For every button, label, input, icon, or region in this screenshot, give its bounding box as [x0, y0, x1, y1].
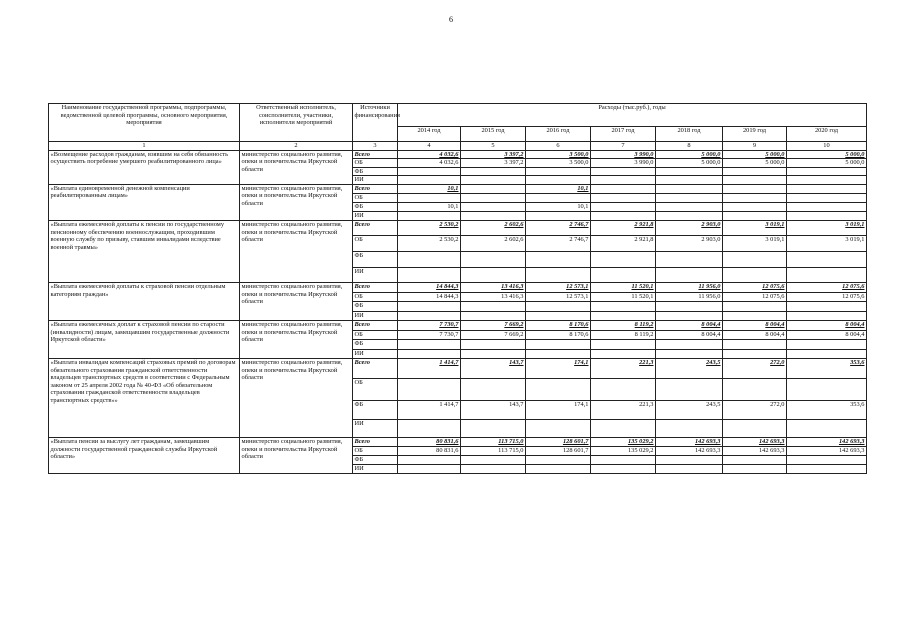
- expense-value: [723, 167, 787, 176]
- expense-value: [787, 456, 867, 465]
- expense-value: 143,7: [461, 401, 526, 420]
- table-row: [49, 150, 867, 159]
- expense-value: [787, 311, 867, 321]
- expense-value: [526, 379, 591, 401]
- header-funding-source: Источники финансирования: [353, 104, 398, 142]
- expense-value: 142 693,3: [723, 438, 787, 447]
- expense-value: [461, 194, 526, 203]
- header-year: 2015 год: [461, 127, 526, 142]
- expense-value: 11 520,1: [591, 292, 656, 302]
- funding-source: ИИ: [353, 176, 398, 185]
- measure-name: «Выплата ежемесячной доплаты к страховой пенсии отдельным категориям граждан»: [49, 283, 240, 321]
- expense-value: [398, 302, 461, 312]
- expense-value: 142 693,3: [656, 447, 723, 456]
- expense-value: [591, 379, 656, 401]
- expense-value: [723, 311, 787, 321]
- table-row: [49, 321, 867, 331]
- expense-value: [398, 176, 461, 185]
- expense-value: [723, 302, 787, 312]
- measure-responsible: министерство социального развития, опеки и попечительства Иркутской области: [240, 438, 353, 474]
- expense-value: [656, 194, 723, 203]
- expense-value: [591, 184, 656, 194]
- expense-value: 8 119,2: [591, 330, 656, 340]
- expense-value: 113 715,0: [461, 438, 526, 447]
- expense-value: [398, 252, 461, 268]
- expense-value: [461, 268, 526, 283]
- funding-source: ИИ: [353, 268, 398, 283]
- expense-value: [787, 184, 867, 194]
- expense-value: 243,5: [656, 359, 723, 379]
- expense-value: [398, 420, 461, 438]
- table-row: [49, 359, 867, 379]
- expense-value: 3 500,0: [526, 159, 591, 168]
- expense-value: [787, 465, 867, 474]
- expense-value: [398, 340, 461, 350]
- funding-source: ОБ: [353, 159, 398, 168]
- measure-name: «Выплата инвалидам компенсаций страховых премий по договорам обязательного страхования гражданской ответственности владельцев транспортных средств в соответствии с Федеральным законом от 25 апреля 2002 года № 40-ФЗ «Об обязательном страховании гражданской ответственности владельцев транспортных средств»»: [49, 359, 240, 438]
- expense-value: [398, 268, 461, 283]
- expense-value: 5 000,0: [656, 159, 723, 168]
- expense-value: 8 170,6: [526, 321, 591, 331]
- measure-name: «Выплата ежемесячных доплат к страховой пенсии по старости (инвалидности) лицам, замещавшим государственные должности Иркутской области»: [49, 321, 240, 359]
- budget-table: [48, 103, 867, 474]
- expense-value: 8 004,4: [787, 330, 867, 340]
- expense-value: [723, 176, 787, 185]
- expense-value: 8 004,4: [656, 321, 723, 331]
- measure-name: «Выплата ежемесячной доплаты к пенсии по государственному пенсионному обеспечению военнослужащим, проходившим военную службу по призыву, ставшим инвалидами вследствие военной травмы»: [49, 221, 240, 283]
- funding-source: ИИ: [353, 420, 398, 438]
- funding-source: ОБ: [353, 194, 398, 203]
- expense-value: [787, 203, 867, 212]
- funding-source: ОБ: [353, 292, 398, 302]
- expense-value: 11 956,0: [656, 292, 723, 302]
- expense-value: 353,6: [787, 359, 867, 379]
- expense-value: [656, 302, 723, 312]
- expense-value: [591, 194, 656, 203]
- expense-value: [591, 302, 656, 312]
- expense-value: [723, 212, 787, 221]
- expense-value: 5 000,0: [787, 159, 867, 168]
- expense-value: [526, 167, 591, 176]
- table-row: [49, 184, 867, 194]
- column-number: 8: [656, 142, 723, 151]
- expense-value: 5 000,0: [787, 150, 867, 159]
- expense-value: 2 921,8: [591, 221, 656, 236]
- funding-source: Всего: [353, 221, 398, 236]
- expense-value: 2 530,2: [398, 236, 461, 252]
- funding-source: ОБ: [353, 447, 398, 456]
- expense-value: 2 903,0: [656, 236, 723, 252]
- header-year: 2014 год: [398, 127, 461, 142]
- expense-value: 2 921,8: [591, 236, 656, 252]
- expense-value: [723, 194, 787, 203]
- expense-value: [526, 456, 591, 465]
- expense-value: [526, 349, 591, 359]
- column-number: 7: [591, 142, 656, 151]
- expense-value: 3 019,1: [787, 236, 867, 252]
- expense-value: [526, 420, 591, 438]
- expense-value: [787, 252, 867, 268]
- expense-value: [656, 212, 723, 221]
- expense-value: [591, 203, 656, 212]
- expense-value: [656, 203, 723, 212]
- expense-value: [723, 420, 787, 438]
- expense-value: 4 032,6: [398, 150, 461, 159]
- measure-responsible: министерство социального развития, опеки и попечительства Иркутской области: [240, 150, 353, 184]
- expense-value: [526, 340, 591, 350]
- expense-value: 142 693,3: [787, 438, 867, 447]
- column-number: 5: [461, 142, 526, 151]
- expense-value: [656, 184, 723, 194]
- expense-value: 8 004,4: [787, 321, 867, 331]
- expense-value: [591, 311, 656, 321]
- expense-value: [398, 465, 461, 474]
- expense-value: [461, 311, 526, 321]
- expense-value: 3 990,0: [591, 159, 656, 168]
- header-year: 2019 год: [723, 127, 787, 142]
- expense-value: [591, 212, 656, 221]
- expense-value: [656, 340, 723, 350]
- expense-value: 3 019,1: [723, 236, 787, 252]
- expense-value: [723, 456, 787, 465]
- table-row: [49, 438, 867, 447]
- expense-value: [787, 176, 867, 185]
- expense-value: 2 903,0: [656, 221, 723, 236]
- expense-value: 2 746,7: [526, 221, 591, 236]
- measure-responsible: министерство социального развития, опеки и попечительства Иркутской области: [240, 359, 353, 438]
- expense-value: [723, 252, 787, 268]
- expense-value: 8 004,4: [723, 330, 787, 340]
- expense-value: [591, 340, 656, 350]
- column-number: 10: [787, 142, 867, 151]
- expense-value: [461, 340, 526, 350]
- expense-value: [723, 340, 787, 350]
- column-number: 9: [723, 142, 787, 151]
- expense-value: 12 075,6: [723, 292, 787, 302]
- expense-value: 80 831,6: [398, 447, 461, 456]
- expense-value: 12 075,6: [723, 283, 787, 293]
- expense-value: 14 844,3: [398, 283, 461, 293]
- funding-source: Всего: [353, 438, 398, 447]
- expense-value: [591, 268, 656, 283]
- expense-value: 8 004,4: [656, 330, 723, 340]
- measure-responsible: министерство социального развития, опеки и попечительства Иркутской области: [240, 283, 353, 321]
- expense-value: [461, 302, 526, 312]
- expense-value: [526, 302, 591, 312]
- funding-source: Всего: [353, 321, 398, 331]
- expense-value: 3 990,0: [591, 150, 656, 159]
- funding-source: ИИ: [353, 212, 398, 221]
- expense-value: [526, 465, 591, 474]
- expense-value: [723, 465, 787, 474]
- expense-value: 5 000,0: [723, 159, 787, 168]
- expense-value: 2 602,6: [461, 236, 526, 252]
- column-number: 3: [353, 142, 398, 151]
- expense-value: 14 844,3: [398, 292, 461, 302]
- expense-value: 174,1: [526, 401, 591, 420]
- expense-value: [461, 420, 526, 438]
- expense-value: [398, 379, 461, 401]
- expense-value: [461, 379, 526, 401]
- expense-value: [591, 167, 656, 176]
- expense-value: 7 669,2: [461, 321, 526, 331]
- funding-source: ФБ: [353, 340, 398, 350]
- funding-source: Всего: [353, 150, 398, 159]
- expense-value: 10,1: [398, 184, 461, 194]
- expense-value: 135 029,2: [591, 447, 656, 456]
- expense-value: [461, 349, 526, 359]
- funding-source: ФБ: [353, 167, 398, 176]
- measure-name: «Выплата пенсии за выслугу лет гражданам, замещавшим должности государственной гражданской службы Иркутской области»: [49, 438, 240, 474]
- expense-value: [787, 340, 867, 350]
- funding-source: Всего: [353, 359, 398, 379]
- column-number: 4: [398, 142, 461, 151]
- header-year: 2016 год: [526, 127, 591, 142]
- expense-value: [656, 176, 723, 185]
- funding-source: ОБ: [353, 236, 398, 252]
- header-responsible: Ответственный исполнитель, соисполнители, участники, исполнители мероприятий: [240, 104, 353, 142]
- expense-value: [723, 184, 787, 194]
- funding-source: ИИ: [353, 465, 398, 474]
- expense-value: 5 000,0: [723, 150, 787, 159]
- expense-value: [526, 311, 591, 321]
- header-year: 2020 год: [787, 127, 867, 142]
- funding-source: ИИ: [353, 311, 398, 321]
- funding-source: ИИ: [353, 349, 398, 359]
- expense-value: 12 573,1: [526, 283, 591, 293]
- expense-value: 8 119,2: [591, 321, 656, 331]
- expense-value: [787, 302, 867, 312]
- expense-value: [398, 212, 461, 221]
- expense-value: 11 520,1: [591, 283, 656, 293]
- expense-value: [656, 252, 723, 268]
- expense-value: 8 004,4: [723, 321, 787, 331]
- header-year: 2017 год: [591, 127, 656, 142]
- expense-value: 174,1: [526, 359, 591, 379]
- expense-value: [526, 194, 591, 203]
- funding-source: ФБ: [353, 203, 398, 212]
- expense-value: [461, 212, 526, 221]
- expense-value: [461, 203, 526, 212]
- expense-value: [787, 268, 867, 283]
- expense-value: [461, 176, 526, 185]
- expense-value: 221,3: [591, 359, 656, 379]
- measure-responsible: министерство социального развития, опеки и попечительства Иркутской области: [240, 221, 353, 283]
- expense-value: 12 075,6: [787, 283, 867, 293]
- expense-value: [787, 167, 867, 176]
- expense-value: [656, 456, 723, 465]
- expense-value: [461, 465, 526, 474]
- expense-value: 10,1: [398, 203, 461, 212]
- column-number: 1: [49, 142, 240, 151]
- expense-value: [591, 176, 656, 185]
- expense-value: 142 693,3: [656, 438, 723, 447]
- expense-value: 12 075,6: [787, 292, 867, 302]
- expense-value: [591, 349, 656, 359]
- funding-source: ОБ: [353, 379, 398, 401]
- expense-value: [461, 167, 526, 176]
- expense-value: [723, 379, 787, 401]
- expense-value: [787, 420, 867, 438]
- expense-value: 10,1: [526, 184, 591, 194]
- expense-value: 128 601,7: [526, 447, 591, 456]
- expense-value: 221,3: [591, 401, 656, 420]
- expense-value: 272,0: [723, 359, 787, 379]
- expense-value: [591, 420, 656, 438]
- expense-value: 3 397,2: [461, 159, 526, 168]
- expense-value: [526, 252, 591, 268]
- expense-value: [723, 203, 787, 212]
- funding-source: ФБ: [353, 302, 398, 312]
- measure-name: «Возмещение расходов гражданам, взявшим на себя обязанность осуществить погребение умершего реабилитированного лица»: [49, 150, 240, 184]
- expense-value: [591, 456, 656, 465]
- table-row: [49, 221, 867, 236]
- table-row: [49, 283, 867, 293]
- expense-value: [787, 349, 867, 359]
- expense-value: 7 730,7: [398, 330, 461, 340]
- expense-value: [398, 311, 461, 321]
- expense-value: [461, 252, 526, 268]
- expense-value: [656, 420, 723, 438]
- expense-value: [656, 311, 723, 321]
- expense-value: 1 414,7: [398, 359, 461, 379]
- expense-value: [787, 194, 867, 203]
- header-year: 2018 год: [656, 127, 723, 142]
- expense-value: [787, 212, 867, 221]
- measure-responsible: министерство социального развития, опеки и попечительства Иркутской области: [240, 184, 353, 221]
- expense-value: 3 500,0: [526, 150, 591, 159]
- expense-value: 13 416,3: [461, 283, 526, 293]
- expense-value: 135 029,2: [591, 438, 656, 447]
- funding-source: Всего: [353, 184, 398, 194]
- expense-value: [398, 456, 461, 465]
- expense-value: 11 956,0: [656, 283, 723, 293]
- expense-value: 353,6: [787, 401, 867, 420]
- expense-value: 2 746,7: [526, 236, 591, 252]
- funding-source: ФБ: [353, 401, 398, 420]
- expense-value: 3 397,2: [461, 150, 526, 159]
- funding-source: ОБ: [353, 330, 398, 340]
- expense-value: [656, 379, 723, 401]
- funding-source: Всего: [353, 283, 398, 293]
- expense-value: 13 416,3: [461, 292, 526, 302]
- expense-value: [526, 268, 591, 283]
- expense-value: [787, 379, 867, 401]
- page-number: 6: [449, 15, 453, 24]
- header-expenses: Расходы (тыс.руб.), годы: [398, 104, 867, 127]
- expense-value: 7 669,2: [461, 330, 526, 340]
- expense-value: [723, 349, 787, 359]
- expense-value: 8 170,6: [526, 330, 591, 340]
- expense-value: 7 730,7: [398, 321, 461, 331]
- expense-value: [591, 252, 656, 268]
- expense-value: 3 019,1: [723, 221, 787, 236]
- funding-source: ФБ: [353, 252, 398, 268]
- expense-value: [656, 465, 723, 474]
- expense-value: 1 414,7: [398, 401, 461, 420]
- expense-value: [656, 349, 723, 359]
- expense-value: 143,7: [461, 359, 526, 379]
- measure-name: «Выплата единовременной денежной компенсации реабилитированным лицам»: [49, 184, 240, 221]
- expense-value: [656, 167, 723, 176]
- expense-value: 80 831,6: [398, 438, 461, 447]
- expense-value: [398, 194, 461, 203]
- expense-value: 2 530,2: [398, 221, 461, 236]
- expense-value: 142 693,3: [723, 447, 787, 456]
- expense-value: [723, 268, 787, 283]
- expense-value: 272,0: [723, 401, 787, 420]
- expense-value: [461, 184, 526, 194]
- column-number: 6: [526, 142, 591, 151]
- header-program-name: Наименование государственной программы, подпрограммы, ведомственной целевой программы, основного мероприятия, мероприятия: [49, 104, 240, 142]
- expense-value: 12 573,1: [526, 292, 591, 302]
- expense-value: 2 602,6: [461, 221, 526, 236]
- expense-value: [398, 167, 461, 176]
- expense-value: [656, 268, 723, 283]
- column-number: 2: [240, 142, 353, 151]
- expense-value: [526, 212, 591, 221]
- expense-value: 4 032,6: [398, 159, 461, 168]
- expense-value: 142 693,3: [787, 447, 867, 456]
- expense-value: [591, 465, 656, 474]
- expense-value: [526, 176, 591, 185]
- expense-value: 113 715,0: [461, 447, 526, 456]
- funding-source: ФБ: [353, 456, 398, 465]
- expense-value: 128 601,7: [526, 438, 591, 447]
- expense-value: [398, 349, 461, 359]
- expense-value: 243,5: [656, 401, 723, 420]
- expense-value: 3 019,1: [787, 221, 867, 236]
- measure-responsible: министерство социального развития, опеки и попечительства Иркутской области: [240, 321, 353, 359]
- expense-value: 5 000,0: [656, 150, 723, 159]
- expense-value: 10,1: [526, 203, 591, 212]
- expense-value: [461, 456, 526, 465]
